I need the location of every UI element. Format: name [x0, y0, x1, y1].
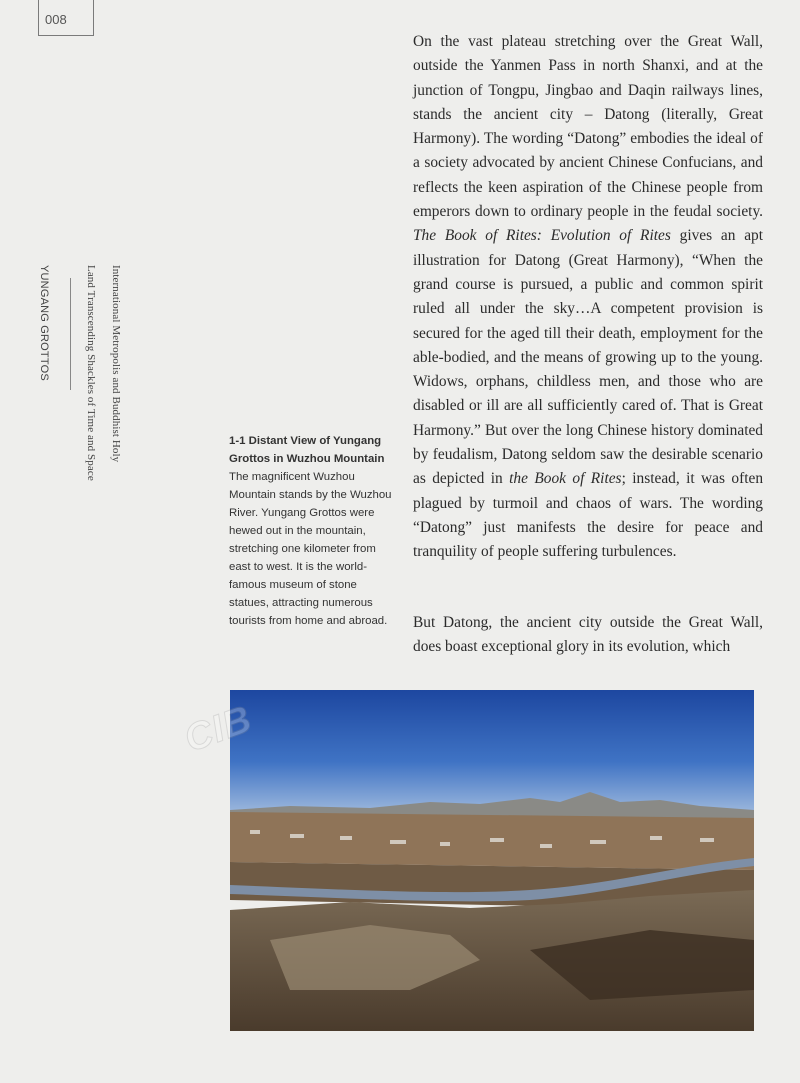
photo-sky [230, 690, 754, 820]
paragraph-2-text: But Datong, the ancient city outside the Great Wall, does boast exceptional glory in its evolution, which [413, 614, 763, 656]
watermark-logo: CIB [179, 697, 258, 761]
caption-title: 1-1 Distant View of Yungang Grottos in Wuzhou Mountain [229, 435, 385, 465]
running-header-divider [70, 278, 71, 390]
paragraph-1-text-a: On the vast plateau stretching over the Great Wall, outside the Yanmen Pass in north Shanxi, and at the junction of Tongpu, Jingbao and Daqin railways lines, stands the ancient city – Datong (literally, Great Harmony). The wording “Datong” embodies the ideal of a society advocated by ancient Chinese Confucians, and reflects the keen aspiration of the Chinese people from emperors down to ordinary people in the feudal society. [413, 33, 763, 221]
landscape-photo [230, 690, 754, 1031]
book-title-italic-2: the Book of Rites [509, 470, 622, 488]
running-header-subtitle-line1: International Metropolis and Buddhist Holy [110, 265, 122, 463]
body-paragraph-2 [413, 611, 763, 660]
running-header-title: YUNGANG GROTTOS [38, 265, 50, 381]
page-number: 008 [38, 0, 94, 36]
running-header-subtitle-line2: Land Transcending Shackles of Time and Space [85, 265, 97, 481]
caption-body: The magnificent Wuzhou Mountain stands by the Wuzhou River. Yungang Grottos were hewed out in the mountain, stretching one kilometer from east to west. It is the world-famous museum of stone statues, attracting numerous tourists from home and abroad. [229, 471, 392, 627]
paragraph-1-text-c: ; instead, it was often plagued by turmoil and chaos of wars. The wording “Datong” just manifests the desire for peace and tranquility of people suffering turbulences. [413, 470, 764, 561]
book-title-italic: The Book of Rites: Evolution of Rites [413, 227, 671, 245]
body-paragraph-1 [413, 30, 763, 565]
paragraph-1-text-b: gives an apt illustration for Datong (Great Harmony), “When the grand course is pursued, a public and common spirit ruled all under the sky…A competent provision is secured for the aged till their death, employment for the able-bodied, and the means of growing up to the young. Widows, orphans, childless men, and those who are disabled or ill are all sufficiently cared of. That is Great Harmony.” But over the long Chinese history dominated by feudalism, Datong seldom saw the desirable scenario as depicted in [413, 227, 763, 488]
figure-caption [229, 432, 397, 630]
